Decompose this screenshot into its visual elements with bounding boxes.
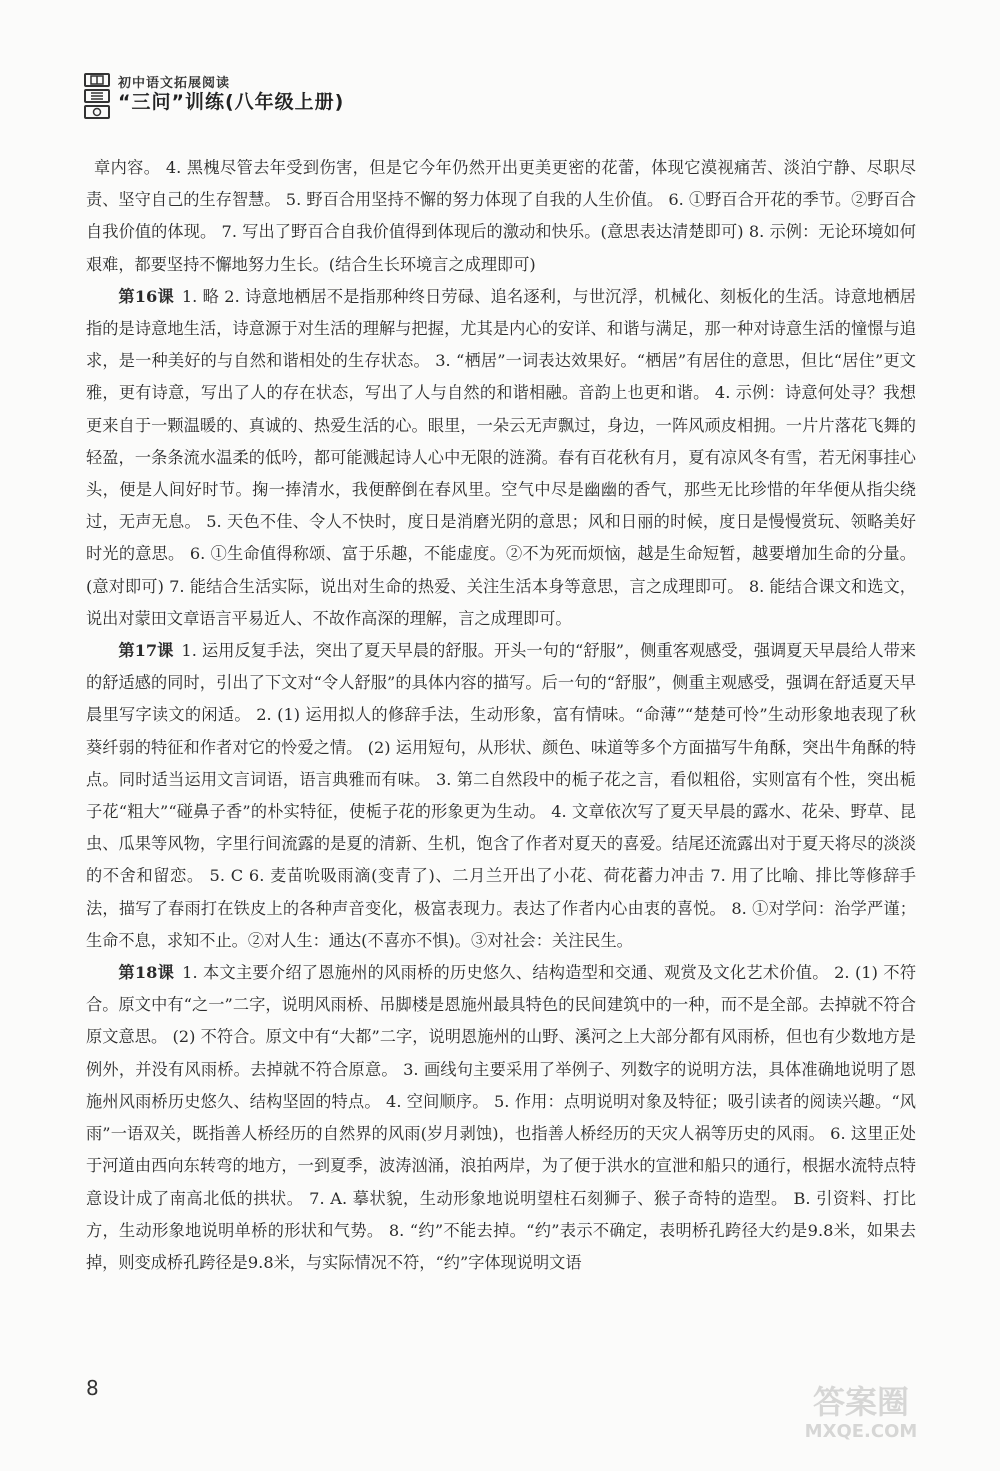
page-header	[84, 72, 344, 118]
answer-paragraph	[86, 281, 916, 635]
answer-text: 章内容。 4. 黑槐尽管去年受到伤害，但是它今年仍然开出更美更密的花蕾，体现它漠视痛苦、淡泊宁静、尽职尽责、坚守自己的生存智慧。 5. 野百合用坚持不懈的努力体现了自我的人生价值。 6. ①野百合开花的季节。②野百合自我价值的体现。 7. 写出了野百合自我价值得到体现后的激动和快乐。(意思表达清楚即可) 8. 示例：无论环境如何艰难，都要坚持不懈地努力生长。(结合生长环境言之成理即可)	[86, 158, 916, 274]
answer-text: 1. 略 2. 诗意地栖居不是指那种终日劳碌、追名逐利，与世沉浮，机械化、刻板化的生活。诗意地栖居指的是诗意地生活，诗意源于对生活的理解与把握，尤其是内心的安详、和谐与满足，那一种对诗意生活的憧憬与追求，是一种美好的与自然和谐相处的生存状态。 3. “栖居”一词表达效果好。“栖居”有居住的意思，但比“居住”更文雅，更有诗意，写出了人的存在状态，写出了人与自然的和谐相融。音韵上也更和谐。 4. 示例：诗意何处寻？我想更来自于一颗温暖的、真诚的、热爱生活的心。眼里，一朵云无声飘过，身边，一阵风顽皮相拥。一片片落花飞舞的轻盈，一条条流水温柔的低吟，都可能溅起诗人心中无限的涟漪。春有百花秋有月，夏有凉风冬有雪，若无闲事挂心头，便是人间好时节。掬一捧清水，我便醉倒在春风里。空气中尽是幽幽的香气，那些无比珍惜的年华便从指尖绕过，无声无息。 5. 天色不佳、令人不快时，度日是消磨光阴的意思；风和日丽的时候，度日是慢慢赏玩、领略美好时光的意思。 6. ①生命值得称颂、富于乐趣，不能虚度。②不为死而烦恼，越是生命短暂，越要增加生命的分量。(意对即可) 7. 能结合生活实际，说出对生命的热爱、关注生活本身等意思，言之成理即可。 8. 能结合课文和选文，说出对蒙田文章语言平易近人、不故作高深的理解，言之成理即可。	[86, 286, 916, 628]
lesson-label: 第17课	[118, 641, 174, 661]
answer-paragraph	[86, 957, 916, 1279]
watermark-url: MXQE.COM	[804, 1421, 918, 1442]
answer-paragraph	[86, 635, 916, 957]
series-logo-icon	[84, 73, 110, 117]
watermark-logo-icon	[756, 1377, 966, 1443]
book-title: “三问”训练(八年级上册)	[118, 90, 345, 113]
lesson-label: 第18课	[118, 963, 175, 983]
series-title: 初中语文拓展阅读	[118, 75, 231, 91]
answer-text: 1. 本文主要介绍了恩施州的风雨桥的历史悠久、结构造型和交通、观赏及文化艺术价值。 2. (1) 不符合。原文中有“之一”二字，说明风雨桥、吊脚楼是恩施州最具特色的民间建筑中的一种，而不是全部。去掉就不符合原文意思。 (2) 不符合。原文中有“大都”二字，说明恩施州的山野、溪河之上大部分都有风雨桥，但也有少数地方是例外，并没有风雨桥。去掉就不符合原意。 3. 画线句主要采用了举例子、列数字的说明方法，具体准确地说明了恩施州风雨桥历史悠久、结构坚固的特点。 4. 空间顺序。 5. 作用：点明说明对象及特征；吸引读者的阅读兴趣。“风雨”一语双关，既指善人桥经历的自然界的风雨(岁月剥蚀)，也指善人桥经历的天灾人祸等历史的风雨。 6. 这里正处于河道由西向东转弯的地方，一到夏季，波涛汹涌，浪拍两岸，为了便于洪水的宣泄和船只的通行，根据水流特点特意设计成了南高北低的拱状。 7. A. 摹状貌，生动形象地说明望柱石刻狮子、猴子奇特的造型。 B. 引资料、打比方，生动形象地说明单桥的形状和气势。 8. “约”不能去掉。“约”表示不确定，表明桥孔跨径大约是9.8米，如果去掉，则变成桥孔跨径是9.8米，与实际情况不符，“约”字体现说明文语	[86, 963, 917, 1272]
watermark-text: 答案圈	[812, 1383, 910, 1421]
answer-paragraph	[86, 152, 916, 281]
answer-content	[86, 152, 916, 1279]
page-number: 8	[86, 1376, 99, 1400]
answer-text: 1. 运用反复手法，突出了夏天早晨的舒服。开头一句的“舒服”，侧重客观感受，强调夏天早晨给人带来的舒适感的同时，引出了下文对“令人舒服”的具体内容的描写。后一句的“舒服”，侧重主观感受，强调在舒适夏天早晨里写字读文的闲适。 2. (1) 运用拟人的修辞手法，生动形象，富有情味。“命薄”“楚楚可怜”生动形象地表现了秋葵纤弱的特征和作者对它的怜爱之情。 (2) 运用短句，从形状、颜色、味道等多个方面描写牛角酥，突出牛角酥的特点。同时适当运用文言词语，语言典雅而有味。 3. 第二自然段中的栀子花之言，看似粗俗，实则富有个性，突出栀子花“粗大”“碰鼻子香”的朴实特征，使栀子花的形象更为生动。 4. 文章依次写了夏天早晨的露水、花朵、野草、昆虫、瓜果等风物，字里行间流露的是夏的清新、生机，饱含了作者对夏天的喜爱。结尾还流露出对于夏天将尽的淡淡的不舍和留恋。 5. C 6. 麦苗吮吸雨滴(变青了)、二月兰开出了小花、荷花蓄力冲击 7. 用了比喻、排比等修辞手法，描写了春雨打在铁皮上的各种声音变化，极富表现力。表达了作者内心由衷的喜悦。 8. ①对学问：治学严谨；生命不息，求知不止。②对人生：通达(不喜亦不惧)。③对社会：关注民生。	[86, 641, 916, 950]
lesson-label: 第16课	[118, 286, 174, 306]
